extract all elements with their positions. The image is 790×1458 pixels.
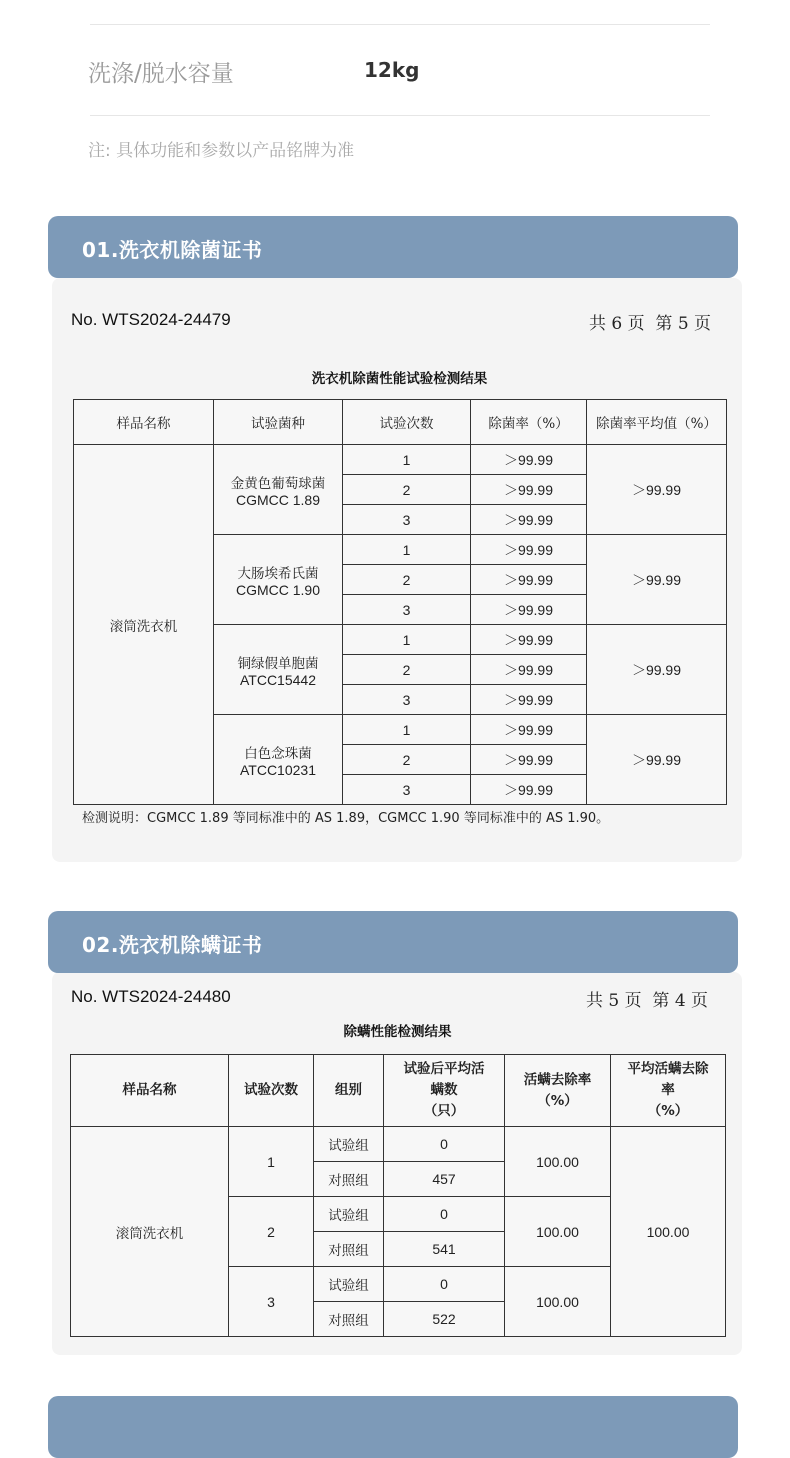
- rate-cell: ＞99.99: [471, 775, 587, 805]
- rate-cell: ＞99.99: [471, 745, 587, 775]
- strain-name: 铜绿假单胞菌: [237, 655, 319, 672]
- strain-name: 金黄色葡萄球菌: [230, 475, 326, 492]
- strain-cell: [214, 715, 343, 805]
- section-header-2: [48, 911, 738, 973]
- column-header: 样品名称: [71, 1055, 229, 1127]
- strain-code: CGMCC 1.89: [235, 491, 321, 508]
- run-cell: 3: [343, 685, 471, 715]
- count-cell: 0: [384, 1127, 505, 1162]
- strain-cell: [214, 625, 343, 715]
- count-cell: 457: [384, 1162, 505, 1197]
- column-header-line: 平均活螨去除: [627, 1061, 709, 1077]
- rate-cell: ＞99.99: [471, 715, 587, 745]
- run-cell: 3: [343, 505, 471, 535]
- strain-code: CGMCC 1.90: [235, 581, 321, 598]
- count-cell: 0: [384, 1267, 505, 1302]
- document-number: No. WTS2024-24480: [71, 987, 231, 1006]
- rate-cell: ＞99.99: [471, 505, 587, 535]
- run-cell: 1: [343, 715, 471, 745]
- run-cell: 3: [229, 1267, 314, 1337]
- column-header-line: 率: [661, 1082, 675, 1098]
- sample-name-cell: 滚筒洗衣机: [71, 1127, 229, 1337]
- group-cell: 试验组: [314, 1197, 384, 1232]
- table-title: 洗衣机除菌性能试验检测结果: [311, 371, 488, 387]
- table-header-row: [71, 1055, 726, 1127]
- count-cell: 0: [384, 1197, 505, 1232]
- strain-cell: [214, 535, 343, 625]
- section-header-1: [48, 216, 738, 278]
- run-cell: 3: [343, 775, 471, 805]
- sample-name-cell: 滚筒洗衣机: [74, 445, 214, 805]
- page-indicator: 共 5 页 第 4 页: [586, 991, 709, 1011]
- average-cell: 100.00: [611, 1127, 726, 1337]
- column-header: [611, 1055, 726, 1127]
- divider: [90, 24, 710, 25]
- column-header: 试验次数: [343, 400, 471, 445]
- average-cell: ＞99.99: [587, 715, 727, 805]
- column-header: 除菌率（%）: [471, 400, 587, 445]
- rate-cell: ＞99.99: [471, 445, 587, 475]
- rate-cell: 100.00: [505, 1197, 611, 1267]
- section-header-3: [48, 1396, 738, 1458]
- divider: [90, 115, 710, 116]
- test-footnote: 检测说明：CGMCC 1.89 等同标准中的 AS 1.89，CGMCC 1.90 等同标准中的 AS 1.90。: [82, 811, 610, 826]
- run-cell: 2: [229, 1197, 314, 1267]
- run-cell: 2: [343, 745, 471, 775]
- strain-code: ATCC10231: [239, 761, 316, 778]
- run-cell: 1: [343, 625, 471, 655]
- column-header: 除菌率平均值（%）: [587, 400, 727, 445]
- section-title: 01.洗衣机除菌证书: [82, 238, 263, 262]
- rate-cell: 100.00: [505, 1127, 611, 1197]
- run-cell: 1: [343, 535, 471, 565]
- column-header-line: 活螨去除率: [523, 1071, 592, 1088]
- column-header-line: 试验后平均活: [403, 1061, 485, 1077]
- average-cell: ＞99.99: [587, 625, 727, 715]
- average-cell: ＞99.99: [587, 535, 727, 625]
- strain-name: 白色念珠菌: [244, 745, 312, 762]
- sterilization-results-table: [73, 399, 727, 805]
- strain-name: 大肠埃希氏菌: [237, 565, 319, 582]
- section-title: 02.洗衣机除螨证书: [82, 933, 263, 957]
- group-cell: 对照组: [314, 1302, 384, 1337]
- group-cell: 对照组: [314, 1232, 384, 1267]
- note-text: 注: 具体功能和参数以产品铭牌为准: [88, 141, 355, 161]
- column-header: [505, 1055, 611, 1127]
- column-header: 样品名称: [74, 400, 214, 445]
- group-cell: 试验组: [314, 1127, 384, 1162]
- mite-removal-results-table: [70, 1054, 726, 1337]
- run-cell: 3: [343, 595, 471, 625]
- group-cell: 对照组: [314, 1162, 384, 1197]
- column-header: 组别: [314, 1055, 384, 1127]
- rate-cell: ＞99.99: [471, 565, 587, 595]
- column-header: 试验次数: [229, 1055, 314, 1127]
- table-title: 除螨性能检测结果: [343, 1024, 452, 1040]
- column-header-line: 螨数: [430, 1082, 458, 1098]
- rate-cell: 100.00: [505, 1267, 611, 1337]
- table-row: [71, 1127, 726, 1162]
- strain-code: ATCC15442: [239, 671, 316, 688]
- run-cell: 1: [343, 445, 471, 475]
- spec-value: 12kg: [364, 58, 420, 82]
- group-cell: 试验组: [314, 1267, 384, 1302]
- run-cell: 2: [343, 565, 471, 595]
- page-indicator: 共 6 页 第 5 页: [589, 314, 712, 334]
- column-header-line: （只）: [423, 1103, 465, 1119]
- table-row: [74, 445, 727, 475]
- rate-cell: ＞99.99: [471, 625, 587, 655]
- count-cell: 522: [384, 1302, 505, 1337]
- count-cell: 541: [384, 1232, 505, 1267]
- table-header-row: [74, 400, 727, 445]
- average-cell: ＞99.99: [587, 445, 727, 535]
- run-cell: 2: [343, 655, 471, 685]
- column-header-line: （%）: [537, 1092, 578, 1109]
- column-header: 试验菌种: [214, 400, 343, 445]
- rate-cell: ＞99.99: [471, 685, 587, 715]
- rate-cell: ＞99.99: [471, 475, 587, 505]
- strain-cell: [214, 445, 343, 535]
- rate-cell: ＞99.99: [471, 655, 587, 685]
- rate-cell: ＞99.99: [471, 595, 587, 625]
- rate-cell: ＞99.99: [471, 535, 587, 565]
- run-cell: 1: [229, 1127, 314, 1197]
- document-number: No. WTS2024-24479: [71, 310, 231, 329]
- spec-label: 洗涤/脱水容量: [88, 61, 234, 87]
- run-cell: 2: [343, 475, 471, 505]
- column-header-line: （%）: [647, 1103, 689, 1119]
- column-header: [384, 1055, 505, 1127]
